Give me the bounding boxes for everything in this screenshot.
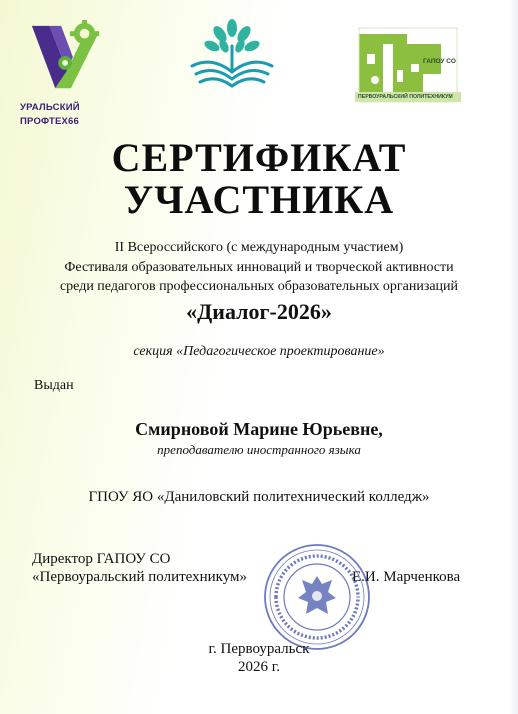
issued-label: Выдан bbox=[34, 378, 74, 393]
event-line-1: II Всероссийского (с международным участием) bbox=[114, 240, 404, 255]
year: 2026 г. bbox=[238, 659, 280, 675]
certificate-title-line2: УЧАСТНИКА bbox=[123, 177, 395, 222]
organization-name: ГПОУ ЯО «Даниловский политехнический колледж» bbox=[88, 489, 430, 505]
signatory-title-1: Директор ГАПОУ СО bbox=[32, 551, 171, 567]
section-name: секция «Педагогическое проектирование» bbox=[133, 344, 385, 359]
signatory-name: Е.И. Марченкова bbox=[352, 569, 461, 585]
recipient-position: преподавателю иностранного языка bbox=[157, 442, 361, 457]
pervouralsk-polytechnic-logo bbox=[355, 24, 461, 106]
book-tree-logo-icon bbox=[186, 16, 278, 94]
event-line-3: среди педагогов профессиональных образовательных организаций bbox=[59, 279, 459, 294]
logo-left-text-1: УРАЛЬСКИЙ bbox=[20, 102, 80, 113]
event-name: «Диалог-2026» bbox=[186, 299, 332, 324]
certificate-title-line1: СЕРТИФИКАТ bbox=[111, 135, 407, 180]
logo-right-text-1: ГАПОУ СО bbox=[423, 58, 456, 65]
city: г. Первоуральск bbox=[208, 641, 310, 657]
recipient-name: Смирновой Марине Юрьевне, bbox=[135, 419, 383, 439]
signatory-title-2: «Первоуральский политехникум» bbox=[32, 569, 248, 585]
event-line-2: Фестиваля образовательных инноваций и творческой активности bbox=[64, 260, 454, 275]
uralsky-proftekh-logo bbox=[20, 18, 120, 128]
logo-right-text-2: ПЕРВОУРАЛЬСКИЙ ПОЛИТЕХНИКУМ bbox=[358, 94, 453, 100]
v-gear-logo-icon bbox=[28, 20, 106, 98]
logo-left-text-2: ПРОФТЕХ66 bbox=[20, 116, 80, 127]
